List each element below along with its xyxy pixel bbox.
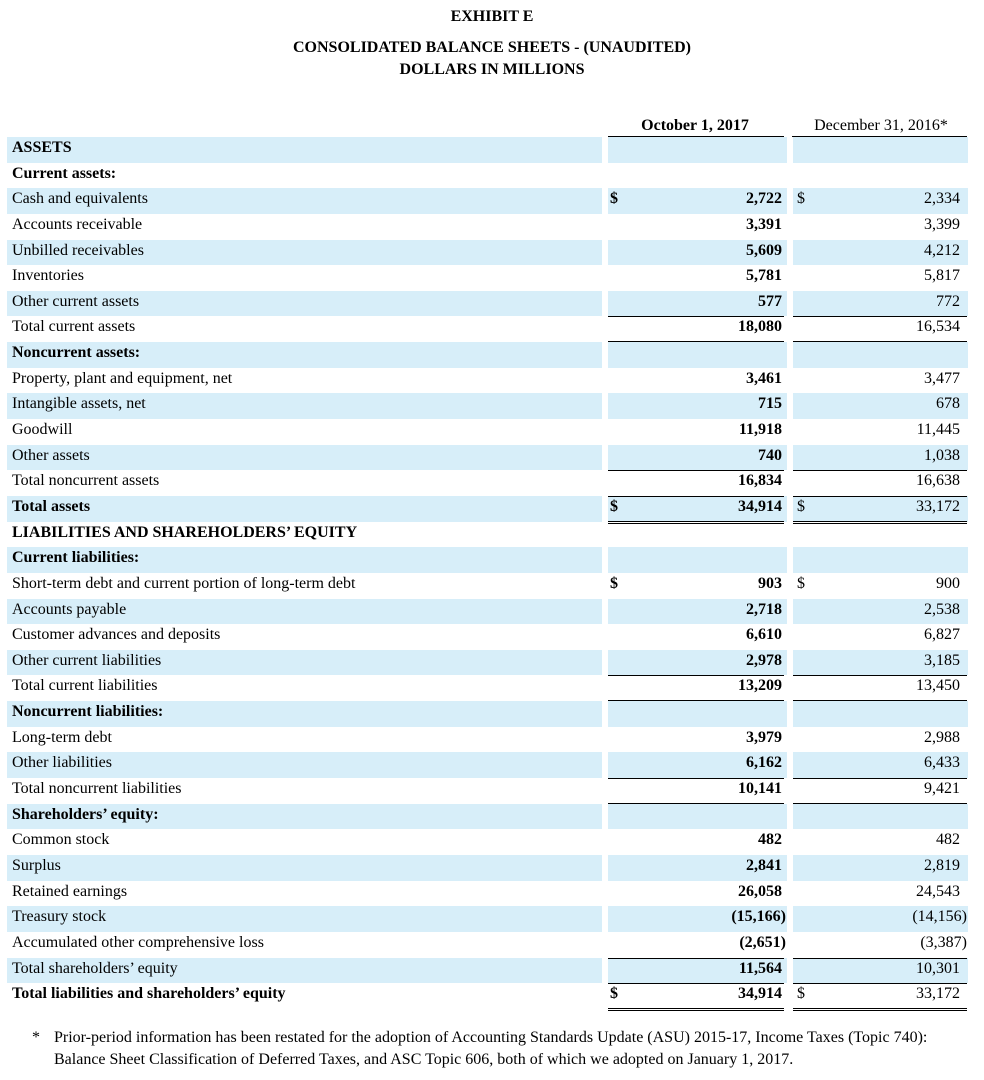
column-gap [602,137,608,163]
currency-symbol: $ [797,574,805,592]
table-row [7,829,968,855]
table-row [7,599,968,625]
column-gap [602,163,608,189]
value-current: 34,914 [738,497,782,515]
value-current: 2,718 [746,600,782,618]
value-prior: 2,538 [924,600,960,618]
row-label: Accumulated other comprehensive loss [12,933,264,951]
row-label: Property, plant and equipment, net [12,369,233,387]
value-prior: 16,638 [916,472,960,490]
value-prior: 772 [936,292,960,310]
subtotal-rule [793,470,967,471]
value-prior: 6,433 [924,754,960,772]
value-prior: 3,399 [924,215,960,233]
value-current: 26,058 [738,882,782,900]
table-row [7,445,968,471]
value-current: 11,564 [738,959,782,977]
column-gap [787,522,793,548]
row-label: Current liabilities: [12,549,140,567]
row-label: Total current assets [12,318,136,336]
value-prior: (3,387) [920,933,967,951]
table-row [7,675,968,701]
table-row [7,573,968,599]
subtotal-rule [608,470,784,471]
row-label: Other current assets [12,292,140,310]
value-prior: 3,185 [924,651,960,669]
row-label: Total assets [12,497,91,515]
table-row [7,137,968,163]
row-label: Total noncurrent assets [12,472,160,490]
value-prior: 1,038 [924,446,960,464]
table-row [7,368,968,394]
row-label: Total noncurrent liabilities [12,780,182,798]
column-gap [602,342,608,368]
row-label: Unbilled receivables [12,241,144,259]
table-row [7,855,968,881]
value-prior: 5,817 [924,267,960,285]
subtotal-rule [608,316,784,317]
subtotal-rule [608,496,784,497]
value-current: 2,978 [746,651,782,669]
subtotal-rule [608,958,784,959]
table-row [7,163,968,189]
row-label: ASSETS [12,139,72,156]
value-current: 5,781 [746,267,782,285]
value-current: 18,080 [738,318,782,336]
subtotal-rule [793,316,967,317]
value-prior: 3,477 [924,369,960,387]
value-current: 6,610 [746,626,782,644]
subtotal-rule [793,778,967,779]
units-label: DOLLARS IN MILLIONS [399,61,585,78]
subtotal-rule [793,675,967,676]
subtotal-rule [793,958,967,959]
value-current: 2,841 [746,856,782,874]
table-row [7,727,968,753]
table-row [7,496,968,522]
value-prior: 9,421 [924,780,960,798]
column-gap [787,342,793,368]
table-row [7,958,968,984]
row-label: Accounts receivable [12,215,143,233]
row-label: Customer advances and deposits [12,626,221,644]
value-prior: 2,334 [924,190,960,208]
currency-symbol: $ [610,574,618,592]
value-prior: 2,988 [924,728,960,746]
total-double-rule [608,1008,784,1011]
value-prior: (14,156) [912,908,967,926]
value-current: (2,651) [739,933,786,951]
row-label: Noncurrent assets: [12,344,141,362]
row-label: Total liabilities and shareholders’ equity [12,985,286,1003]
value-current: 11,918 [738,421,782,439]
row-label: Surplus [12,856,61,874]
value-current: 740 [758,446,782,464]
row-label: LIABILITIES AND SHAREHOLDERS’ EQUITY [12,523,358,541]
table-row [7,881,968,907]
value-current: 16,834 [738,472,782,490]
table-row [7,804,968,830]
row-label: Current assets: [12,164,117,182]
currency-symbol: $ [797,985,805,1003]
value-prior: 24,543 [916,882,960,900]
row-label: Cash and equivalents [12,190,148,208]
row-label: Other liabilities [12,754,112,772]
value-prior: 900 [936,574,960,592]
table-row [7,265,968,291]
value-prior: 11,445 [916,421,960,439]
row-label: Noncurrent liabilities: [12,703,164,721]
row-label: Short-term debt and current portion of long-term debt [12,574,356,592]
currency-symbol: $ [610,985,618,1003]
row-label: Long-term debt [12,728,112,746]
footnote-text: Prior-period information has been restated for the adoption of Accounting Standards Update (ASU) 2015-17, Income Taxes (Topic 740): Balance Sheet Classification of Deferred Taxes, and ASC Topic 606, both of which we adopted on January 1, 2017. [54,1029,928,1068]
footnote-marker: * [32,1029,40,1046]
statement-title: CONSOLIDATED BALANCE SHEETS - (UNAUDITED) [293,39,691,56]
column-gap [602,547,608,573]
value-prior: 33,172 [916,985,960,1003]
currency-symbol: $ [797,190,805,208]
value-prior: 2,819 [924,856,960,874]
value-current: 5,609 [746,241,782,259]
row-label: Retained earnings [12,882,128,900]
table-row [7,291,968,317]
table-row [7,342,968,368]
value-current: (15,166) [731,908,786,926]
value-prior: 10,301 [916,959,960,977]
table-row [7,188,968,214]
value-prior: 6,827 [924,626,960,644]
row-label: Inventories [12,267,84,285]
table-row [7,906,968,932]
table-row [7,470,968,496]
row-label: Total current liabilities [12,677,158,695]
value-current: 2,722 [746,190,782,208]
value-prior: 16,534 [916,318,960,336]
subtotal-rule [608,983,784,984]
value-prior: 33,172 [916,497,960,515]
value-prior: 678 [936,395,960,413]
table-row [7,214,968,240]
total-double-rule [793,1008,967,1011]
currency-symbol: $ [610,190,618,208]
table-row [7,650,968,676]
value-current: 34,914 [738,985,782,1003]
exhibit-label: EXHIBIT E [450,8,534,25]
value-prior: 13,450 [916,677,960,695]
table-row [7,419,968,445]
value-current: 3,461 [746,369,782,387]
currency-symbol: $ [610,497,618,515]
column-gap [602,701,608,727]
subtotal-rule [608,675,784,676]
value-current: 715 [758,395,782,413]
row-label: Goodwill [12,421,73,439]
column-gap [787,137,793,163]
row-label: Shareholders’ equity: [12,805,159,823]
row-label: Accounts payable [12,600,127,618]
value-current: 482 [758,831,782,849]
row-label: Other assets [12,446,90,464]
value-prior: 482 [936,831,960,849]
value-current: 3,979 [746,728,782,746]
table-row [7,932,968,958]
value-current: 577 [758,292,782,310]
value-current: 13,209 [738,677,782,695]
balance-sheet-table [7,137,968,1009]
currency-symbol: $ [797,497,805,515]
table-row [7,983,968,1009]
value-current: 10,141 [738,780,782,798]
table-row [7,547,968,573]
table-row [7,778,968,804]
table-row [7,701,968,727]
column-gap [787,547,793,573]
value-current: 903 [758,574,782,592]
row-label: Common stock [12,831,110,849]
table-row [7,752,968,778]
subtotal-rule [793,496,967,497]
column-header-prior: December 31, 2016* [814,117,948,134]
value-prior: 4,212 [924,241,960,259]
table-row [7,624,968,650]
table-row [7,240,968,266]
column-gap [787,804,793,830]
column-header-current: October 1, 2017 [641,117,749,134]
row-label: Treasury stock [12,908,107,926]
row-label: Total shareholders’ equity [12,959,178,977]
table-row [7,393,968,419]
value-current: 3,391 [746,215,782,233]
column-gap [602,804,608,830]
column-gap [787,163,793,189]
column-gap [787,701,793,727]
table-row [7,522,968,548]
column-gap [602,522,608,548]
subtotal-rule [793,983,967,984]
value-current: 6,162 [746,754,782,772]
row-label: Intangible assets, net [12,395,146,413]
table-row [7,316,968,342]
row-label: Other current liabilities [12,651,162,669]
subtotal-rule [608,778,784,779]
